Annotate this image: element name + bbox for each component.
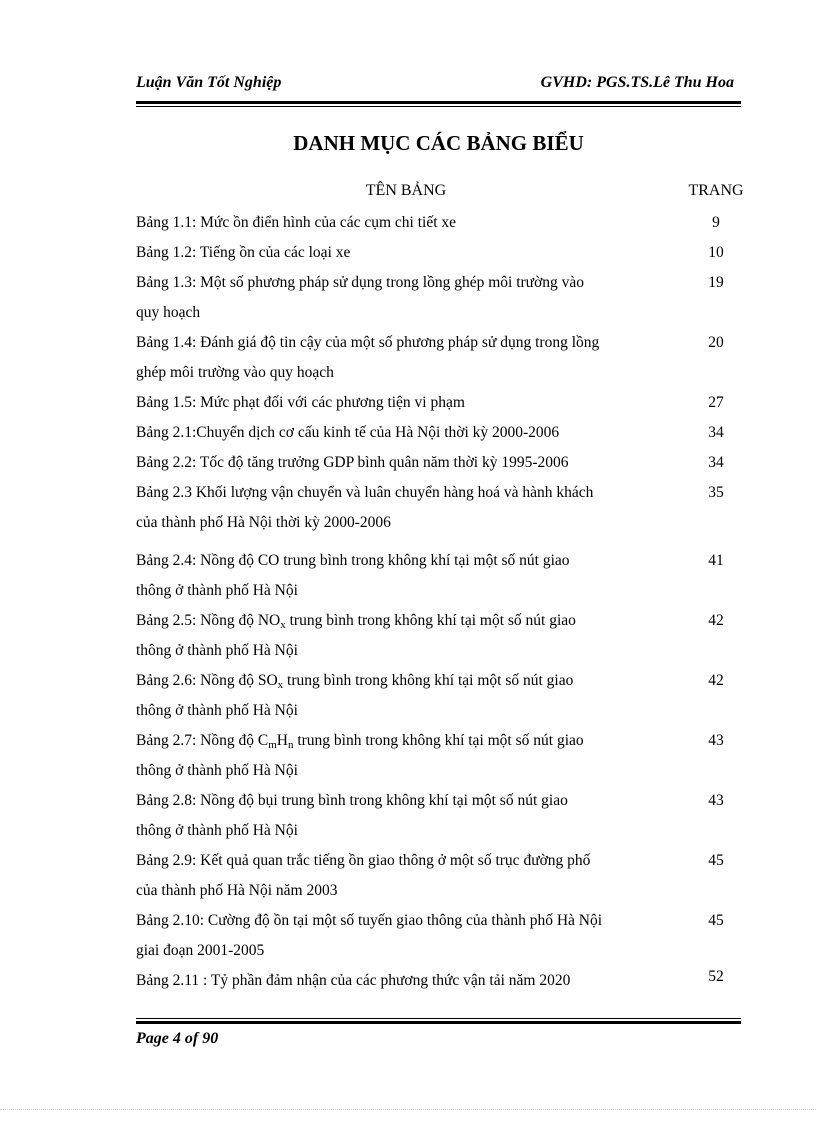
entry-text: Bảng 2.9: Kết quả quan trắc tiếng ồn giao thông ở một số trục đường phố — [136, 852, 591, 869]
entry-page-number: 45 — [708, 852, 724, 869]
entry-text-continued: thông ở thành phố Hà Nội — [136, 822, 298, 839]
column-header-name: TÊN BẢNG — [365, 182, 447, 199]
entry-page-number: 34 — [708, 424, 724, 441]
entry-text: Bảng 2.4: Nồng độ CO trung bình trong không khí tại một số nút giao — [136, 552, 570, 569]
entry-page-number: 27 — [708, 394, 724, 411]
entry-text: Bảng 1.1: Mức ồn điển hình của các cụm chi tiết xe — [136, 214, 457, 231]
page-title: DANH MỤC CÁC BẢNG BIỂU — [293, 131, 584, 155]
entry-text-continued: thông ở thành phố Hà Nội — [136, 582, 298, 599]
entry-text-continued: giai đoạn 2001-2005 — [136, 942, 265, 959]
entry-text: Bảng 2.8: Nồng độ bụi trung bình trong không khí tại một số nút giao — [136, 792, 568, 809]
entry-text-continued: ghép môi trường vào quy hoạch — [136, 364, 334, 381]
entry-text: Bảng 1.2: Tiếng ồn của các loại xe — [136, 244, 351, 261]
entry-page-number: 9 — [712, 214, 720, 231]
column-header-page: TRANG — [688, 182, 744, 199]
entry-page-number: 52 — [708, 968, 724, 985]
entry-text: Bảng 2.3 Khối lượng vận chuyển và luân chuyển hàng hoá và hành khách — [136, 484, 594, 501]
entry-text-continued: của thành phố Hà Nội thời kỳ 2000-2006 — [136, 514, 391, 531]
entry-text: Bảng 1.3: Một số phương pháp sử dụng trong lồng ghép môi trường vào — [136, 274, 585, 291]
entry-page-number: 41 — [708, 552, 724, 569]
subscript: x — [277, 679, 284, 691]
entry-text: Bảng 1.4: Đánh giá độ tin cậy của một số phương pháp sử dụng trong lồng — [136, 334, 600, 351]
entry-text-part: trung bình trong không khí tại một số nút giao — [283, 672, 574, 689]
subscript: n — [287, 739, 294, 751]
entry-text: Bảng 2.11 : Tỷ phần đảm nhận của các phương thức vận tải năm 2020 — [136, 972, 571, 989]
entry-text: Bảng 2.10: Cường độ ồn tại một số tuyến giao thông của thành phố Hà Nội — [136, 912, 603, 929]
entry-text-part: Bảng 2.5: Nồng độ NO — [136, 612, 281, 629]
entry-text: Bảng 2.2: Tốc độ tăng trưởng GDP bình quân năm thời kỳ 1995-2006 — [136, 454, 569, 471]
page-edge-divider — [0, 1109, 816, 1110]
entry-page-number: 35 — [708, 484, 724, 501]
entry-text — [136, 726, 676, 756]
entry-text — [136, 606, 676, 636]
entry-text-continued: thông ở thành phố Hà Nội — [136, 762, 298, 779]
entry-text: Bảng 1.5: Mức phạt đối với các phương tiện vi phạm — [136, 394, 465, 411]
header-rule-thick — [136, 101, 741, 104]
entry-page-number: 45 — [708, 912, 724, 929]
entry-text-part: trung bình trong không khí tại một số nút giao — [293, 732, 584, 749]
subscript: m — [268, 739, 277, 751]
page-header — [136, 74, 734, 98]
entry-page-number: 10 — [708, 244, 724, 261]
entry-text-part: H — [276, 732, 288, 749]
header-thesis-label: Luận Văn Tốt Nghiệp — [136, 74, 282, 91]
entry-text: Bảng 2.1:Chuyển dịch cơ cấu kinh tế của Hà Nội thời kỳ 2000-2006 — [136, 424, 560, 441]
entry-page-number: 42 — [708, 612, 724, 629]
entry-text-continued: quy hoạch — [136, 304, 201, 321]
page-footer: Page 4 of 90 — [136, 1030, 219, 1047]
entry-text — [136, 666, 676, 696]
entry-text-part: trung bình trong không khí tại một số nút giao — [285, 612, 576, 629]
entry-text-part: Bảng 2.6: Nồng độ SO — [136, 672, 278, 689]
header-rule-thin — [136, 106, 741, 107]
header-advisor-label: GVHD: PGS.TS.Lê Thu Hoa — [540, 74, 734, 91]
footer-rule-thick — [136, 1021, 741, 1024]
entry-page-number: 34 — [708, 454, 724, 471]
entry-text-continued: của thành phố Hà Nội năm 2003 — [136, 882, 338, 899]
subscript: x — [280, 619, 286, 631]
entry-page-number: 42 — [708, 672, 724, 689]
entry-page-number: 19 — [708, 274, 724, 291]
entry-text-part: Bảng 2.7: Nồng độ C — [136, 732, 269, 749]
entry-page-number: 20 — [708, 334, 724, 351]
footer-rule-thin — [136, 1018, 741, 1019]
entry-text-continued: thông ở thành phố Hà Nội — [136, 642, 298, 659]
entry-page-number: 43 — [708, 732, 724, 749]
entry-text-continued: thông ở thành phố Hà Nội — [136, 702, 298, 719]
entry-page-number: 43 — [708, 792, 724, 809]
